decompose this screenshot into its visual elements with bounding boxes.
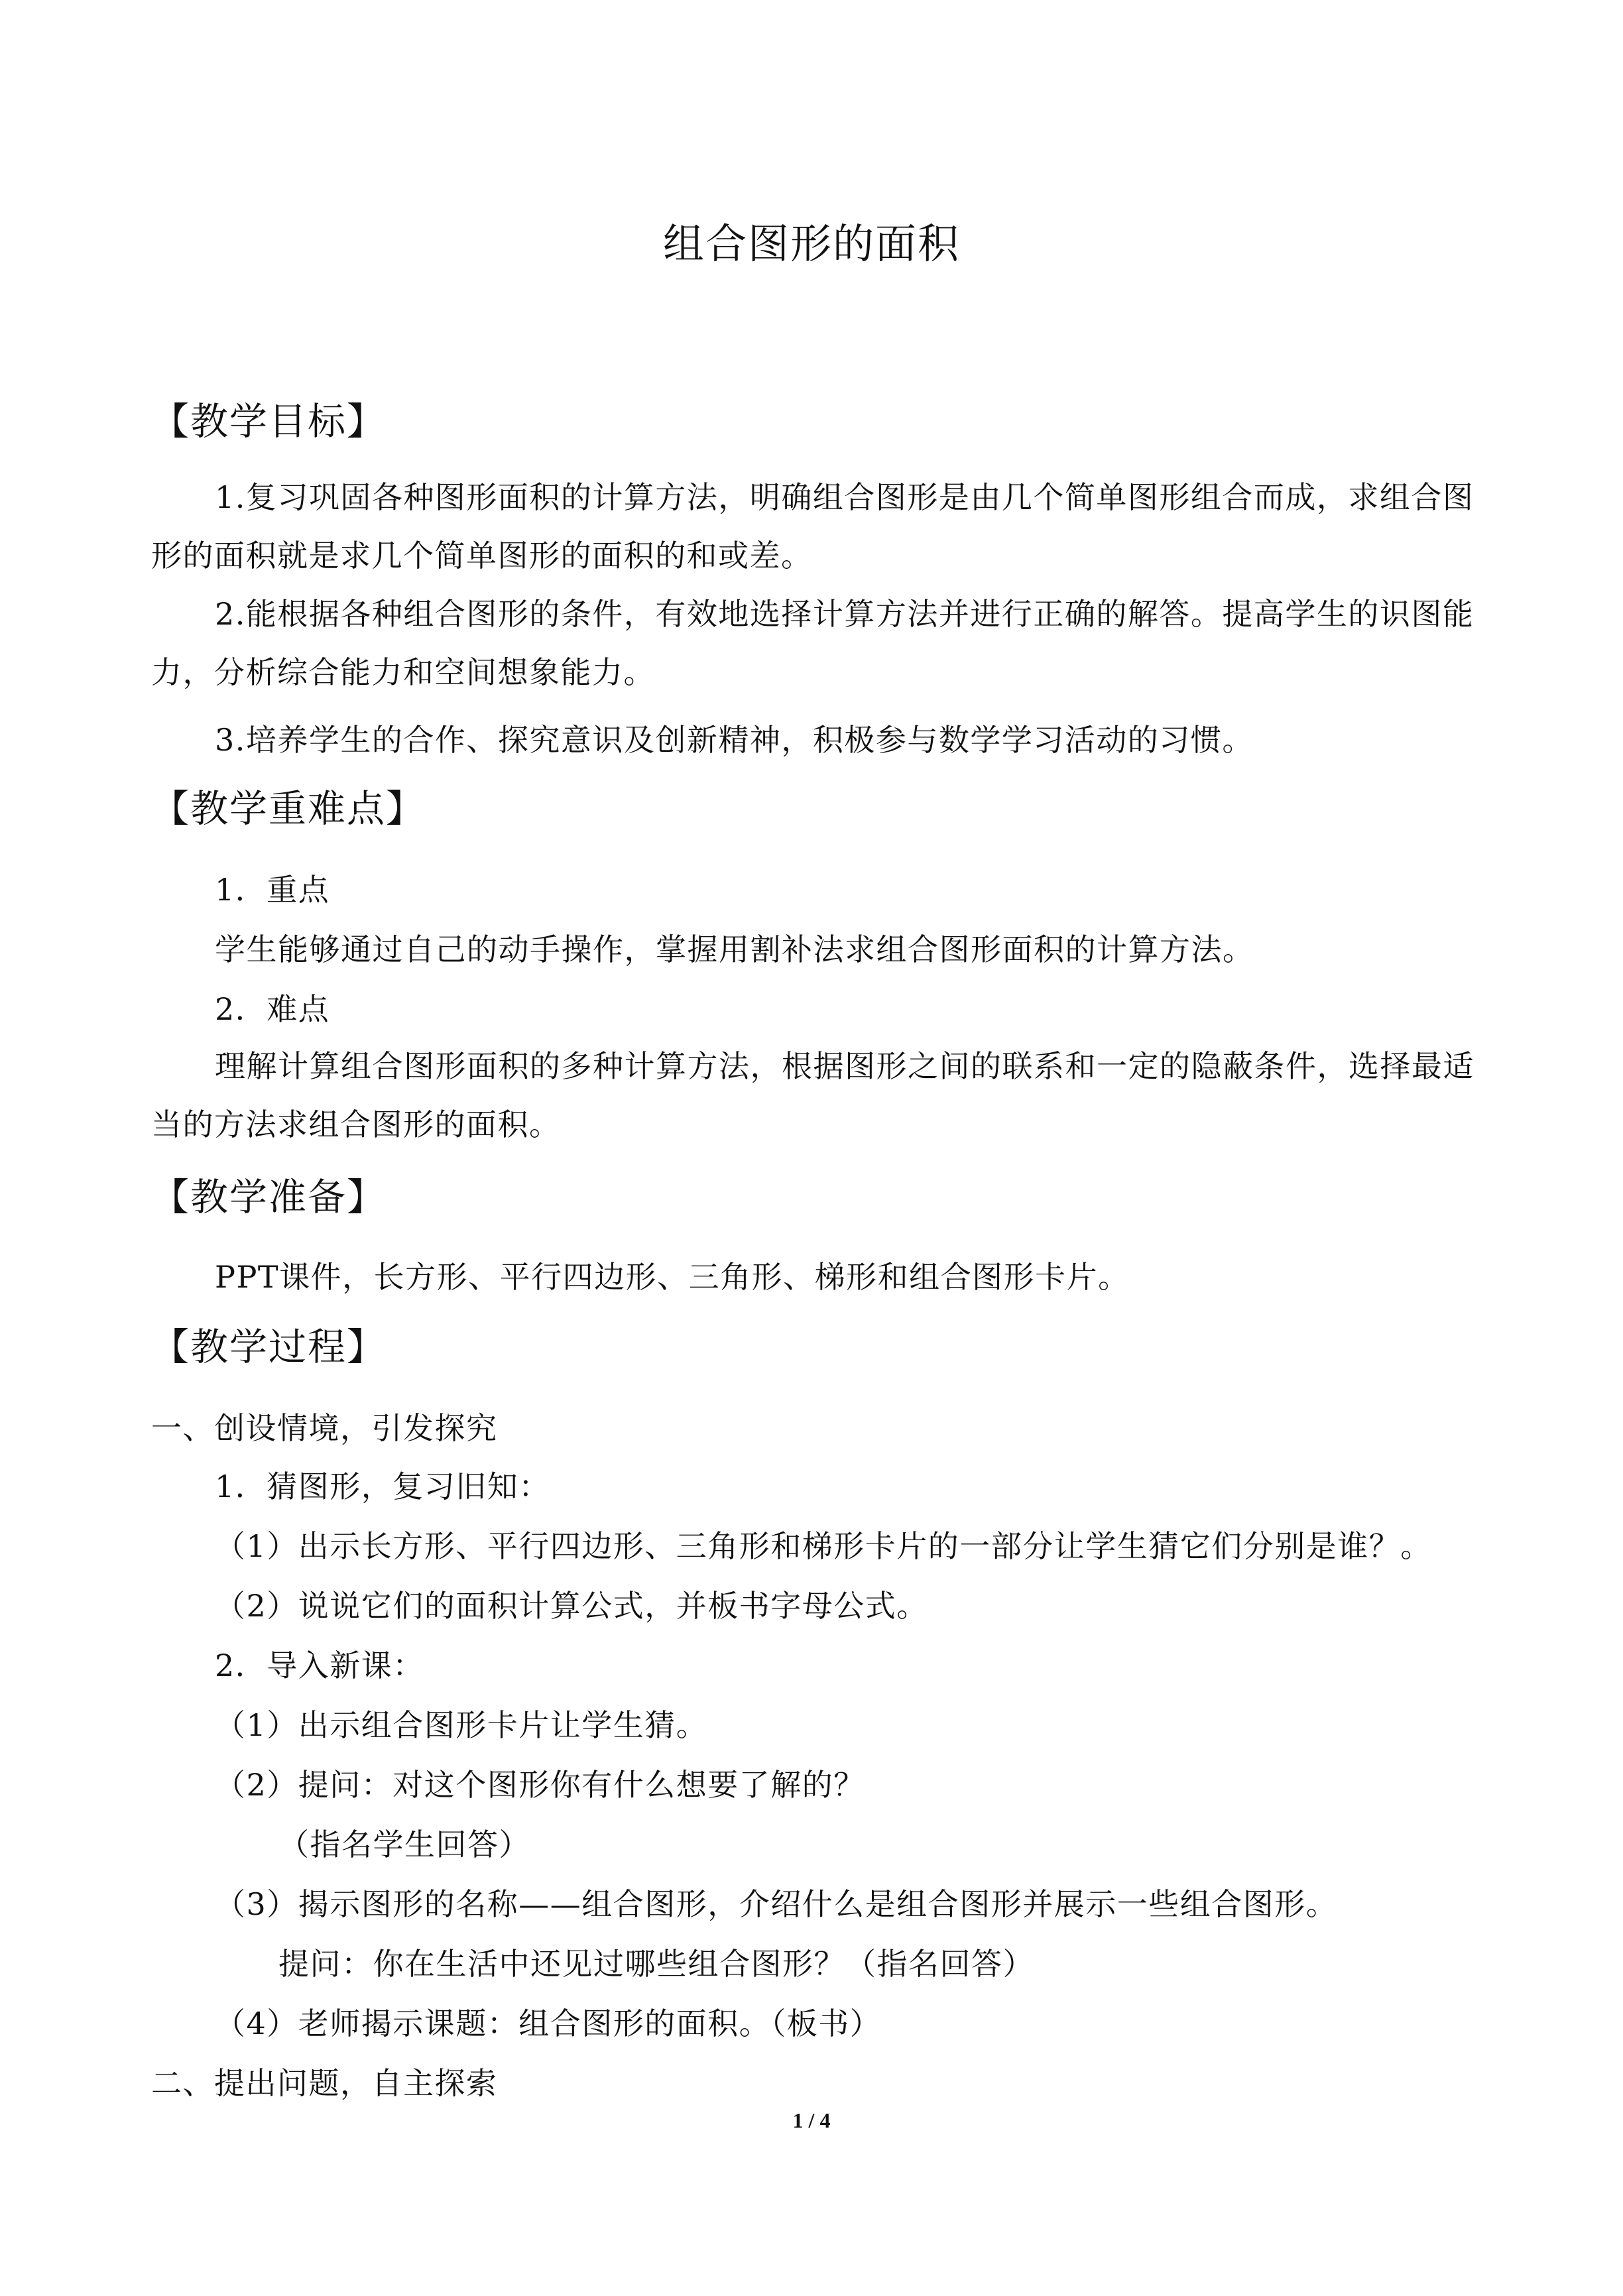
process-step-2-item-4: （4）老师揭示课题：组合图形的面积。（板书）	[215, 2006, 882, 2041]
page-title: 组合图形的面积	[662, 219, 960, 268]
process-step-2-item-3: （3）揭示图形的名称——组合图形，介绍什么是组合图形并展示一些组合图形。	[215, 1886, 1338, 1922]
process-step-2-item-3-note: 提问：你在生活中还见过哪些组合图形？（指名回答）	[278, 1946, 1034, 1982]
process-step-2-item-2-note: （指名学生回答）	[278, 1827, 530, 1862]
process-step-1-item-1: （1）出示长方形、平行四边形、三角形和梯形卡片的一部分让学生猜它们分别是谁？。	[215, 1528, 1432, 1564]
key-point-text: 学生能够通过自己的动手操作，掌握用割补法求组合图形面积的计算方法。	[215, 932, 1254, 967]
process-part-2: 二、提出问题，自主探索	[151, 2065, 498, 2101]
prep-text: PPT课件，长方形、平行四边形、三角形、梯形和组合图形卡片。	[215, 1259, 1130, 1295]
section-heading-process: 【教学过程】	[151, 1325, 386, 1369]
goal-item-2: 2.能根据各种组合图形的条件，有效地选择计算方法并进行正确的解答。提高学生的识图能力，分析综合能力和空间想象能力。	[151, 596, 1474, 690]
goal-item-3: 3.培养学生的合作、探究意识及创新精神，积极参与数学学习活动的习惯。	[215, 722, 1254, 758]
section-heading-goals: 【教学目标】	[151, 400, 386, 444]
process-step-1: 1．猜图形，复习旧知：	[215, 1469, 550, 1504]
difficulty-label: 2．难点	[215, 991, 330, 1027]
process-step-1-item-2: （2）说说它们的面积计算公式，并板书字母公式。	[215, 1588, 928, 1624]
process-step-2-item-1: （1）出示组合图形卡片让学生猜。	[215, 1707, 708, 1743]
page-number: 1 / 4	[792, 2108, 831, 2132]
process-part-1: 一、创设情境，引发探究	[151, 1410, 498, 1446]
process-step-2: 2．导入新课：	[215, 1648, 424, 1683]
goal-item-1: 1.复习巩固各种图形面积的计算方法，明确组合图形是由几个简单图形组合而成，求组合图形的面积就是求几个简单图形的面积的和或差。	[151, 479, 1474, 574]
key-point-label: 1．重点	[215, 872, 330, 908]
section-heading-keypoints: 【教学重难点】	[151, 787, 425, 831]
process-step-2-item-2: （2）提问：对这个图形你有什么想要了解的？	[215, 1767, 865, 1803]
section-heading-prep: 【教学准备】	[151, 1176, 386, 1219]
difficulty-text: 理解计算组合图形面积的多种计算方法，根据图形之间的联系和一定的隐蔽条件，选择最适当的方法求组合图形的面积。	[151, 1048, 1474, 1142]
